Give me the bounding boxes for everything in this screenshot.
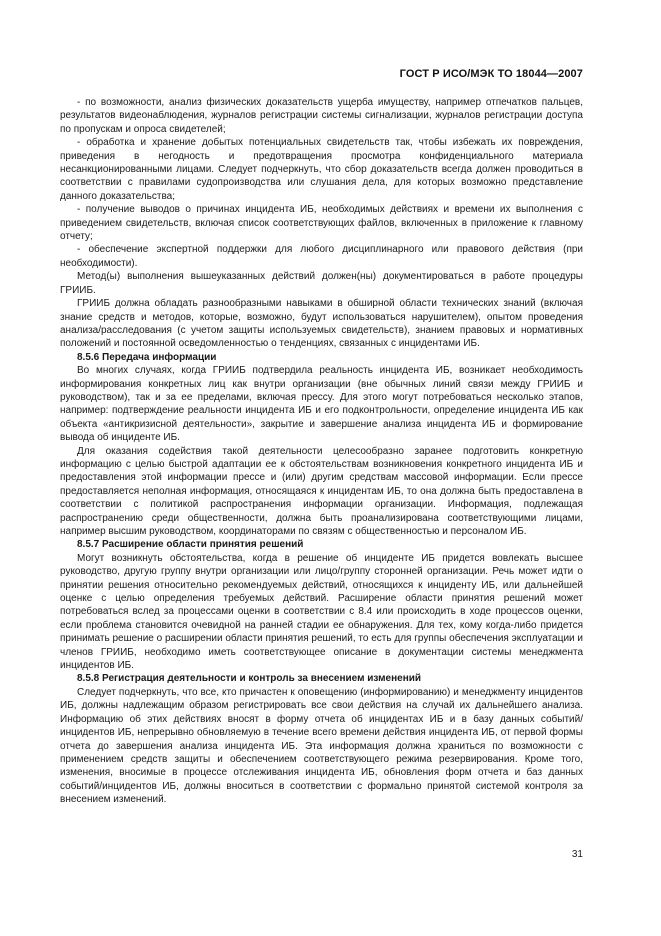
paragraph: - получение выводов о причинах инцидента ИБ, необходимых действиях и времени их выполнения с приведением свидетельств, включая список соответствующих файлов, включенных в приложение к главному отчету; [60,204,583,243]
document-body [60,96,583,807]
paragraph: - обработка и хранение добытых потенциальных свидетельств так, чтобы избежать их повреждения, приведения в негодность и предотвращения просмотра конфиденциального материала несанкционированными лицами. Следует подчеркнуть, что сбор доказательств всегда должен проводиться в соответствии с правилами судопроизводства или слушания дела, для которых возможно представление данного доказательства; [60,137,583,202]
section-heading: 8.5.8 Регистрация деятельности и контроль за внесением изменений [77,673,422,685]
paragraph: ГРИИБ должна обладать разнообразными навыками в обширной области технических знаний (включая знание средств и методов, которые, возможно, будут использоваться нарушителем), опытом проведения анализа/расследования (с учетом защиты используемых свидетельств), знанием правовых и нормативных положений и постоянной осведомленностью о тенденциях, связанных с инцидентами ИБ. [60,298,583,350]
paragraph: Во многих случаях, когда ГРИИБ подтвердила реальность инцидента ИБ, возникает необходимость информирования конкретных лиц как внутри организации (вне обычных линий связи между ГРИИБ и руководством), так и за ее пределами, включая прессу. Для этого могут потребоваться несколько этапов, например: подтверждение реальности инцидента ИБ и его подконтрольности, определение инцидента ИБ как объекта «антикризисной деятельности», закрытие и завершение анализа инцидента ИБ и формирование вывода об инциденте ИБ. [60,365,583,444]
section-heading: 8.5.6 Передача информации [77,351,217,363]
paragraph: Для оказания содействия такой деятельности целесообразно заранее подготовить конкретную информацию с целью быстрой адаптации ее к обстоятельствам возникновения конкретного инцидента ИБ и предоставления этой информации прессе и (или) другим средствам массовой информации. Если прессе предоставляется неполная информация, относящаяся к инцидентам ИБ, то она должна быть предоставлена в соответствии с политикой распространения информации организации. Информация, подлежащая распространению среди общественности, должна быть проанализирована соответствующими лицами, например высшим руководством, координаторами по связям с общественностью и персоналом ИБ. [60,445,583,537]
paragraph: Метод(ы) выполнения вышеуказанных действий должен(ны) документироваться в работе процедуры ГРИИБ. [60,271,583,296]
document-header: ГОСТ Р ИСО/МЭК ТО 18044—2007 [399,68,583,80]
paragraph: Следует подчеркнуть, что все, кто причастен к оповещению (информированию) и менеджменту инцидентов ИБ, должны надлежащим образом регистрировать все свои действия на случай их дальнейшего анализа. Информацию об этих действиях вносят в форму отчета об инцидентах ИБ и в базу данных событий/инцидентов ИБ, непрерывно обновляемую в течение всего времени действия инцидента ИБ, от первой формы отчета до завершения анализа инцидента ИБ. Эта информация должна храниться по возможности с применением средств защиты и обеспечением соответствующего режима резервирования. Кроме того, изменения, вносимые в процессе отслеживания инцидента ИБ, обновления форм отчета и баз данных событий/инцидентов ИБ, должны вноситься в соответствии с формально принятой системой контроля за внесением изменений. [60,686,583,806]
section-heading: 8.5.7 Расширение области принятия решений [77,539,304,551]
page-number: 31 [571,849,583,860]
paragraph: Могут возникнуть обстоятельства, когда в решение об инциденте ИБ придется вовлекать высшее руководство, другую группу внутри организации или лицо/группу сторонней организации. Речь может идти о принятии решения относительно рекомендуемых действий, относящихся к инциденту ИБ, или дальнейшей оценке с целью определения требуемых действий. Расширение области принятия решений может потребоваться вслед за процессами оценки в соответствии с 8.4 или происходить в ходе процессов оценки, если проблема становится очевидной на ранней стадии ее обнаружения. Для тех, кому когда-либо придется принимать решение о расширении области принятия решений, то есть для группы обеспечения эксплуатации и членов ГРИИБ, необходимо иметь соответствующее описание в документации системы менеджмента инцидентов ИБ. [60,552,583,672]
paragraph: - по возможности, анализ физических доказательств ущерба имуществу, например отпечатков пальцев, результатов видеонаблюдения, журналов регистрации системы сигнализации, журналов регистрации доступа по пропускам и опроса свидетелей; [60,97,583,135]
paragraph: - обеспечение экспертной поддержки для любого дисциплинарного или правового действия (при необходимости). [60,244,583,269]
